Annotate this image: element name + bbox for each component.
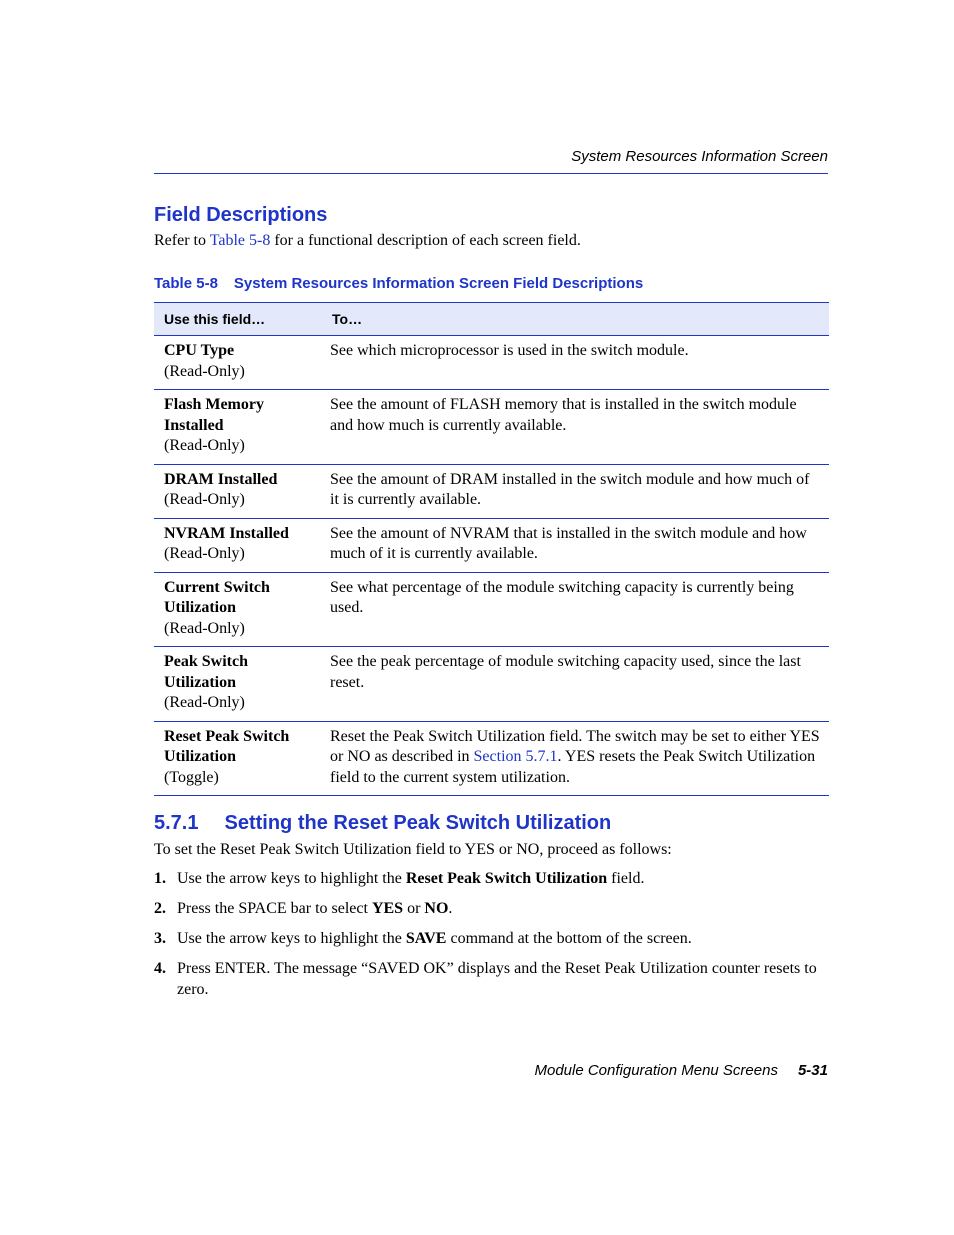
step-keyword: SAVE (405, 930, 447, 947)
table-row (154, 390, 829, 465)
table-caption (154, 275, 643, 292)
table-row (154, 572, 829, 647)
field-mode: (Read-Only) (164, 437, 245, 454)
field-name: CPU Type (164, 342, 235, 359)
step-text: field. (607, 870, 645, 887)
section-heading: Field Descriptions (154, 204, 328, 226)
step-number: 4. (154, 960, 166, 977)
intro-text-before: Refer to (154, 232, 210, 249)
section-reference-link[interactable]: Section 5.7.1 (473, 748, 558, 765)
running-footer (154, 1062, 828, 1079)
table-reference-link[interactable]: Table 5-8 (209, 232, 271, 249)
step-keyword: YES (371, 900, 404, 917)
column-header-action: To… (322, 303, 829, 336)
step-keyword: Reset Peak Switch Utilization (405, 870, 608, 887)
field-description: See what percentage of the module switching capacity is currently being used. (322, 572, 829, 647)
table-row (154, 518, 829, 572)
procedure-steps (154, 869, 834, 1010)
steps-intro: To set the Reset Peak Switch Utilization field to YES or NO, proceed as follows: (154, 841, 672, 858)
table-caption-number: Table 5-8 (154, 275, 218, 292)
field-name: Current Switch (164, 578, 270, 596)
field-name: Reset Peak Switch (164, 727, 290, 745)
field-mode: (Read-Only) (164, 619, 245, 637)
field-name-cell (154, 721, 322, 796)
header-rule (154, 173, 828, 174)
step-keyword: NO (424, 900, 449, 917)
table-header-row (154, 303, 829, 336)
subsection-heading (154, 812, 611, 835)
footer-title: Module Configuration Menu Screens (534, 1062, 778, 1079)
field-description: See the amount of NVRAM that is installed in the switch module and how much of it is currently available. (322, 518, 829, 572)
step-text: Press the SPACE bar to select (177, 900, 372, 917)
field-name: NVRAM Installed (164, 524, 289, 542)
description-text-before: Reset the Peak Switch Utilization field. The switch may be set to either YES or NO as described in (330, 727, 820, 765)
field-name: Flash Memory (164, 396, 264, 413)
field-name-cell (154, 647, 322, 722)
field-description: See the peak percentage of module switching capacity used, since the last reset. (322, 647, 829, 722)
table-row (154, 336, 829, 390)
field-name-cell (154, 572, 322, 647)
step-number: 3. (154, 930, 166, 947)
field-name-line2: Utilization (164, 748, 236, 765)
list-item (154, 899, 834, 920)
step-number: 1. (154, 870, 166, 887)
field-mode: (Read-Only) (164, 362, 245, 380)
page-number: 5-31 (797, 1062, 828, 1079)
field-name-line2: Utilization (164, 673, 236, 691)
intro-paragraph (154, 232, 581, 250)
table-row (154, 721, 829, 796)
intro-text-after: for a functional description of each screen field. (270, 232, 581, 249)
step-text: Press ENTER. The message “SAVED OK” displays and the Reset Peak Utilization counter resets to zero. (177, 960, 817, 998)
step-text: . (448, 900, 453, 917)
step-text: Use the arrow keys to highlight the (177, 930, 406, 947)
description-text-after: . YES resets the Peak Switch Utilization field to the current system utilization. (330, 748, 816, 786)
subsection-number: 5.7.1 (154, 812, 199, 834)
field-name: Peak Switch (164, 653, 248, 670)
field-name-cell (154, 464, 322, 518)
field-name-line2: Installed (164, 416, 224, 434)
field-name-cell (154, 518, 322, 572)
field-description: See the amount of DRAM installed in the switch module and how much of it is currently available. (322, 464, 829, 518)
field-description (322, 721, 829, 796)
list-item (154, 869, 834, 890)
field-name: DRAM Installed (164, 470, 278, 488)
list-item (154, 959, 834, 1000)
step-number: 2. (154, 900, 166, 917)
step-text: command at the bottom of the screen. (446, 930, 692, 947)
field-name-cell (154, 390, 322, 465)
field-name-cell (154, 336, 322, 390)
subsection-title: Setting the Reset Peak Switch Utilization (224, 812, 612, 834)
field-name-line2: Utilization (164, 599, 236, 616)
step-text: Use the arrow keys to highlight the (177, 870, 406, 887)
list-item (154, 929, 834, 950)
running-header: System Resources Information Screen (571, 148, 828, 165)
table-caption-title: System Resources Information Screen Field Descriptions (233, 275, 644, 292)
column-header-field: Use this field… (154, 303, 322, 336)
field-mode: (Read-Only) (164, 545, 245, 562)
field-description: See the amount of FLASH memory that is installed in the switch module and how much is currently available. (322, 390, 829, 465)
field-mode: (Toggle) (164, 768, 219, 786)
field-mode: (Read-Only) (164, 694, 245, 711)
table-row (154, 647, 829, 722)
field-descriptions-table (154, 302, 829, 796)
field-mode: (Read-Only) (164, 491, 245, 508)
step-text: or (403, 900, 425, 917)
field-description: See which microprocessor is used in the switch module. (322, 336, 829, 390)
table-row (154, 464, 829, 518)
